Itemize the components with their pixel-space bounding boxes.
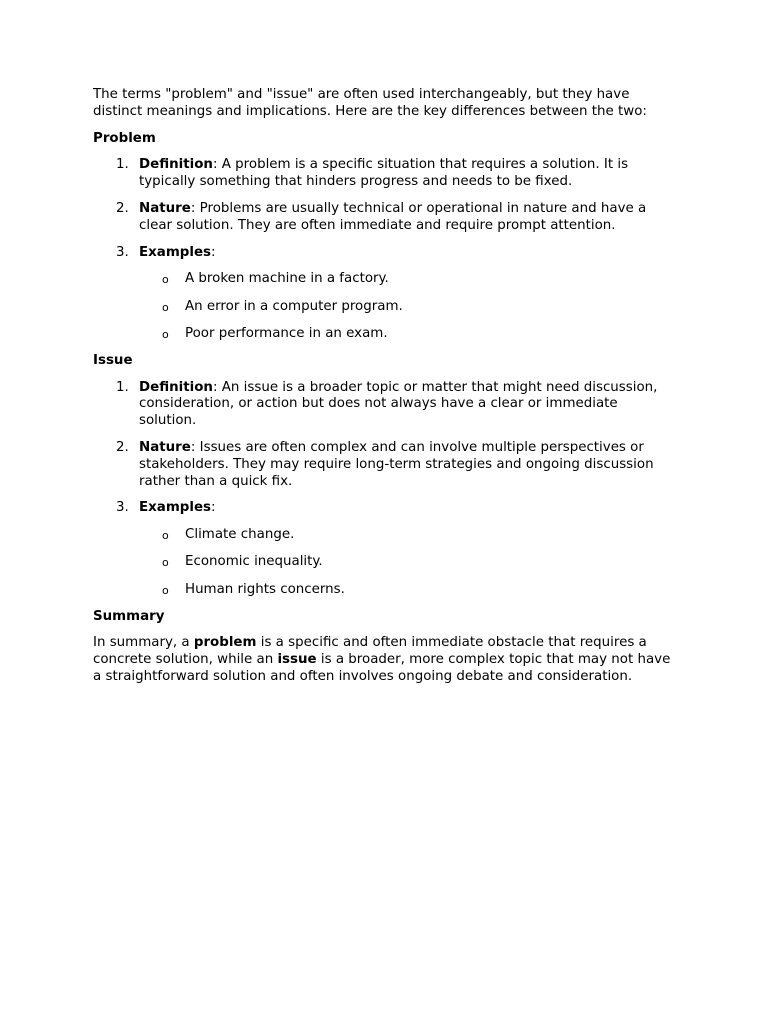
summary-bold-term: issue (277, 652, 317, 668)
list-text: : A problem is a specific situation that requires a solution. It is typically something that hinders progress and needs to be fixed. (139, 157, 629, 190)
list-text: : Issues are often complex and can involve multiple perspectives or stakeholders. They may require long-term strategies and ongoing discussion rather than a quick fix. (139, 439, 654, 489)
example-item (139, 554, 676, 571)
example-text: Climate change. (185, 527, 295, 543)
list-text: : (211, 500, 216, 516)
list-item (93, 500, 676, 598)
intro-paragraph: The terms "problem" and "issue" are often used interchangeably, but they have distinct meanings and implications. Here are the key differences between the two: (93, 87, 647, 119)
list-item (93, 245, 676, 343)
bullet-icon: o (162, 300, 169, 314)
example-item (139, 527, 676, 544)
summary-bold-term: problem (193, 635, 257, 651)
list-term: Examples (139, 244, 212, 260)
list-number: 2. (116, 200, 129, 216)
example-item (139, 271, 676, 288)
examples-list-problem (139, 271, 676, 342)
bullet-icon: o (162, 583, 169, 597)
list-item (93, 440, 676, 490)
problem-list (93, 157, 676, 342)
example-item (139, 299, 676, 316)
summary-text-part: In summary, a (93, 635, 194, 651)
summary-text-part: is a broader, more complex topic that may not have a straightforward solution and often involves ongoing debate and consideration. (93, 652, 671, 684)
list-number: 1. (116, 379, 129, 395)
list-number: 3. (116, 500, 129, 516)
list-text: : (211, 244, 216, 260)
examples-list-issue (139, 527, 676, 598)
summary-text-part: is a specific and often immediate obstacle that requires a concrete solution, while an (93, 635, 647, 668)
example-text: Human rights concerns. (185, 581, 345, 597)
example-item (139, 582, 676, 599)
list-item (93, 157, 676, 191)
list-text: : Problems are usually technical or operational in nature and have a clear solution. They are often immediate and require prompt attention. (139, 200, 647, 233)
list-term: Nature (139, 439, 191, 455)
bullet-icon: o (162, 556, 169, 570)
list-number: 3. (116, 244, 129, 260)
bullet-icon: o (162, 327, 169, 341)
list-term: Nature (139, 200, 191, 216)
example-text: An error in a computer program. (185, 298, 403, 314)
bullet-icon: o (162, 529, 169, 543)
example-item (139, 326, 676, 343)
example-text: A broken machine in a factory. (185, 271, 389, 287)
section-heading-summary: Summary (93, 608, 165, 624)
list-text: : An issue is a broader topic or matter that might need discussion, consideration, or action but does not always have a clear or immediate solution. (139, 379, 658, 429)
section-heading-issue: Issue (93, 352, 133, 368)
summary-paragraph (93, 635, 676, 685)
list-item (93, 201, 676, 235)
list-number: 2. (116, 439, 129, 455)
example-text: Economic inequality. (185, 554, 323, 570)
example-text: Poor performance in an exam. (185, 325, 388, 341)
bullet-icon: o (162, 273, 169, 287)
list-term: Definition (139, 157, 213, 173)
list-term: Definition (139, 379, 213, 395)
list-number: 1. (116, 157, 129, 173)
list-item (93, 380, 676, 430)
section-heading-problem: Problem (93, 130, 156, 146)
issue-list (93, 380, 676, 599)
list-term: Examples (139, 500, 212, 516)
